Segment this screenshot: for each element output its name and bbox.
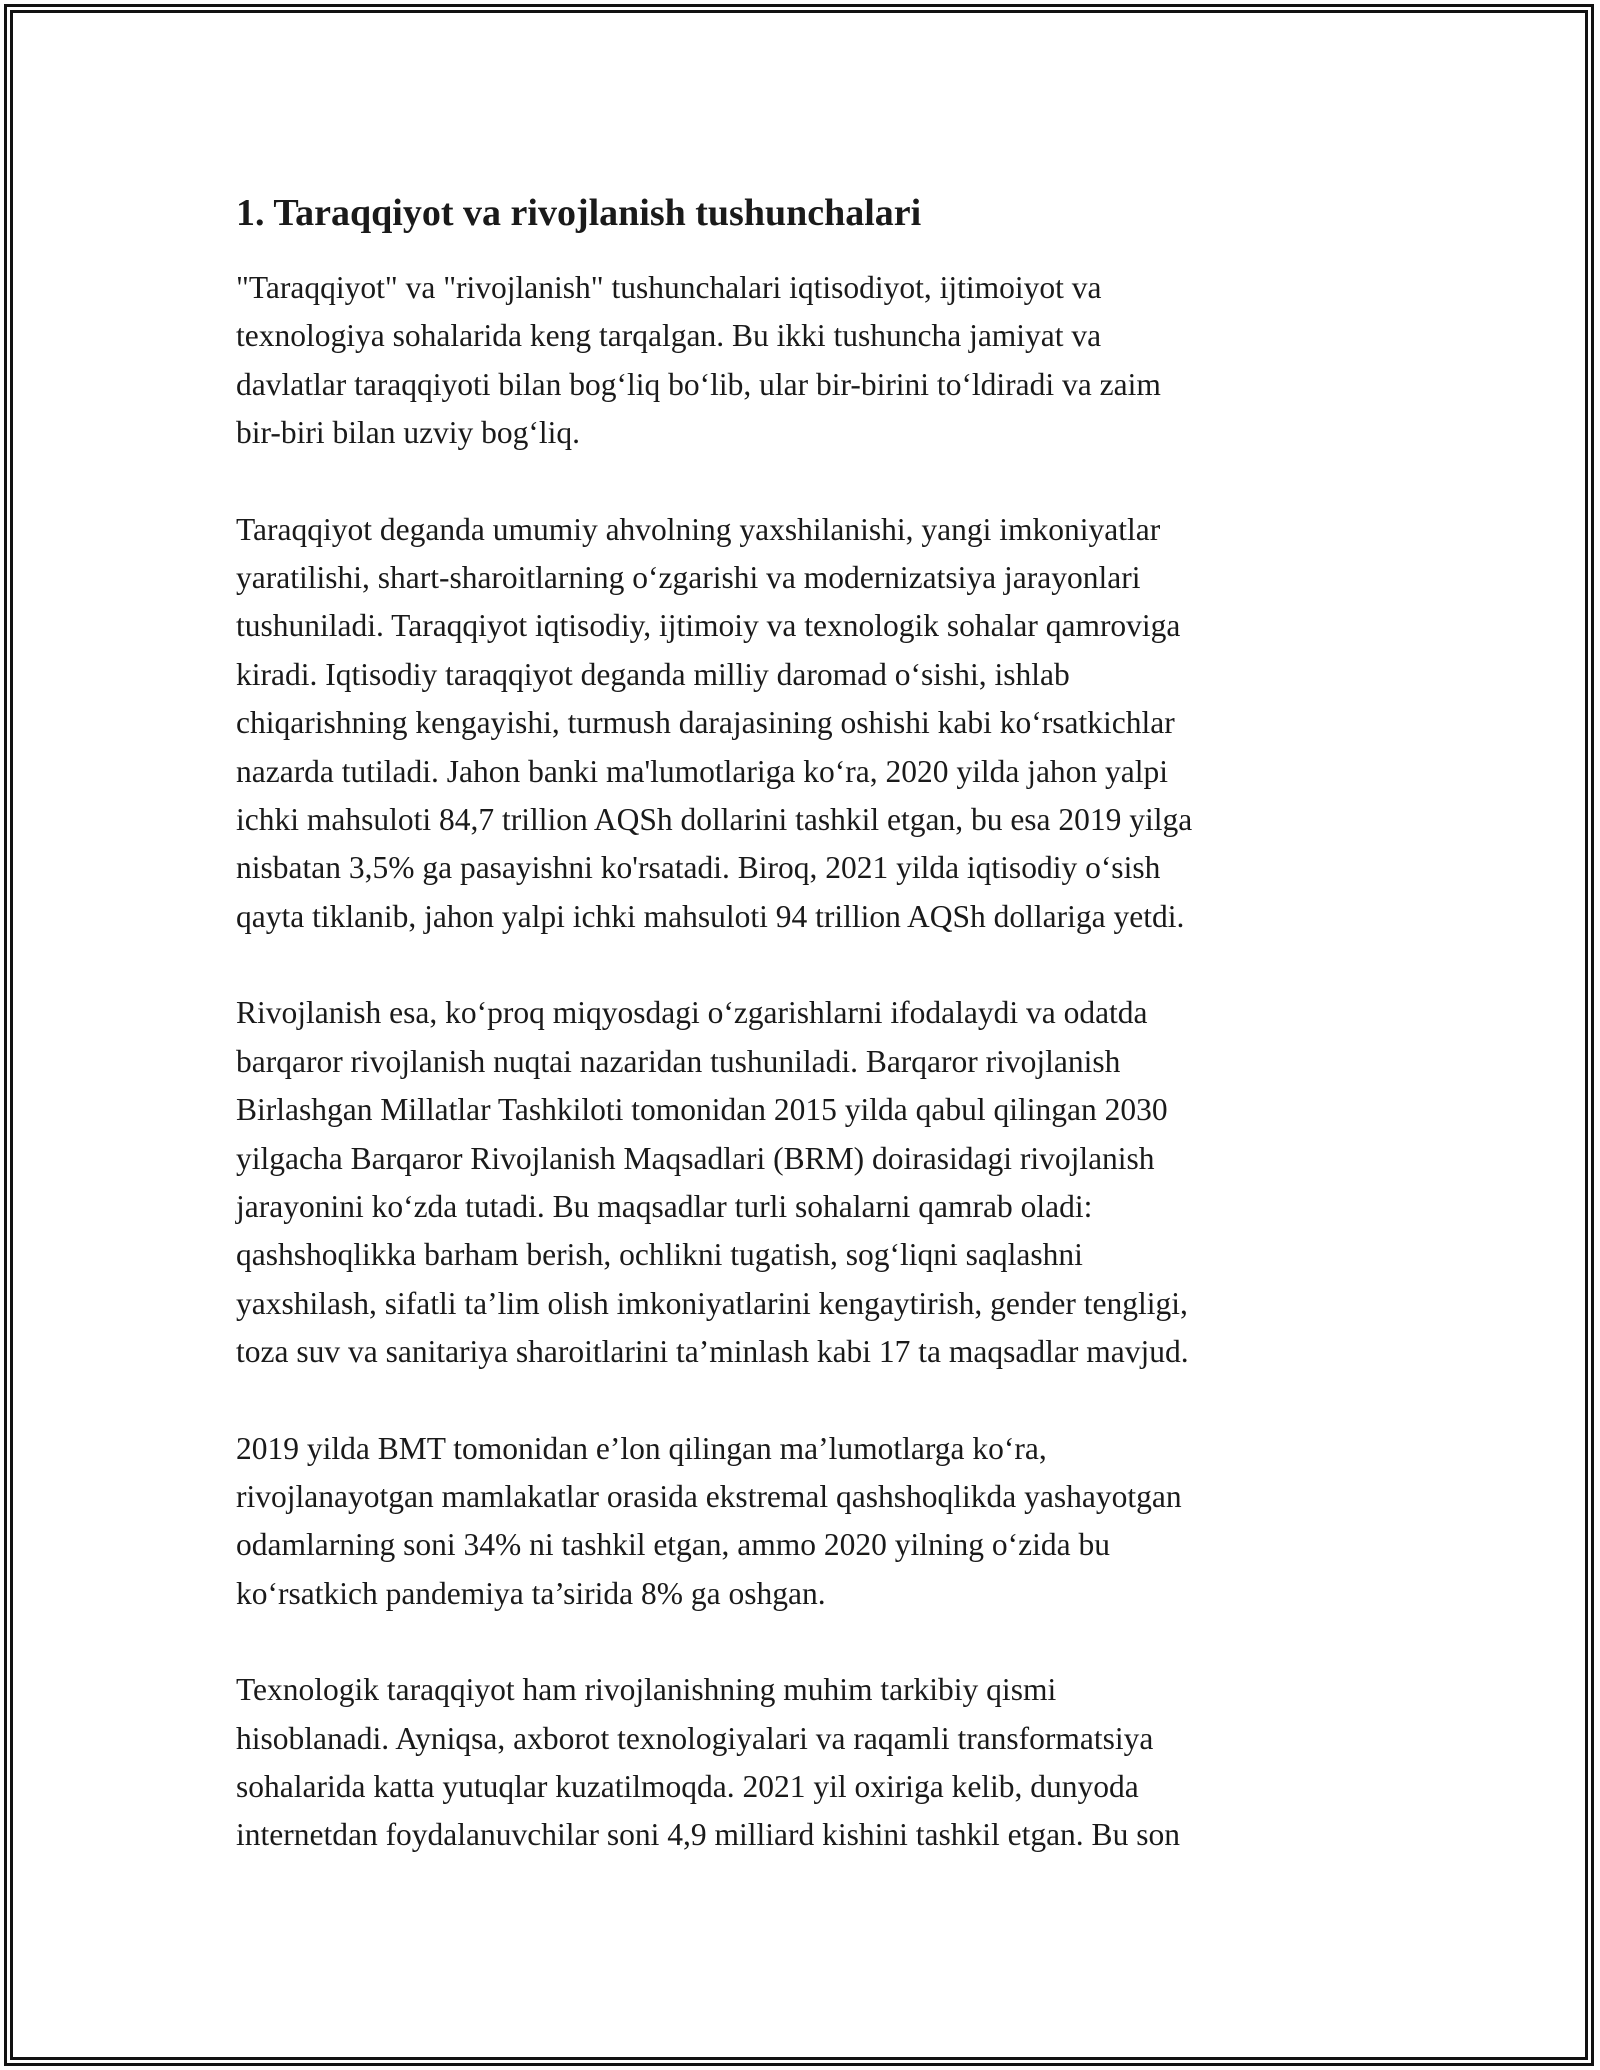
paragraph-texnologik (236, 1666, 1366, 1860)
text-line: 2019 yilda BMT tomonidan e’lon qilingan ma’lumotlarga ko‘ra, (236, 1430, 1047, 1466)
text-line: texnologiya sohalarida keng tarqalgan. Bu ikki tushuncha jamiyat va (236, 318, 1102, 354)
text-line: yaratilishi, shart-sharoitlarning o‘zgarishi va modernizatsiya jarayonlari (236, 560, 1141, 596)
text-line: kiradi. Iqtisodiy taraqqiyot deganda milliy daromad o‘sishi, ishlab (236, 656, 1070, 692)
text-line: internetdan foydalanuvchilar soni 4,9 milliard kishini tashkil etgan. Bu son (236, 1817, 1180, 1853)
text-line: Texnologik taraqqiyot ham rivojlanishning muhim tarkibiy qismi (236, 1672, 1057, 1708)
text-line: chiqarishning kengayishi, turmush darajasining oshishi kabi ko‘rsatkichlar (236, 705, 1175, 741)
document-body (236, 188, 1366, 1908)
text-line: Rivojlanish esa, ko‘proq miqyosdagi o‘zgarishlarni ifodalaydi va odatda (236, 995, 1148, 1031)
text-line: toza suv va sanitariya sharoitlarini ta’minlash kabi 17 ta maqsadlar mavjud. (236, 1334, 1189, 1370)
text-line: odamlarning soni 34% ni tashkil etgan, ammo 2020 yilning o‘zida bu (236, 1527, 1110, 1563)
text-line: ko‘rsatkich pandemiya ta’sirida 8% ga oshgan. (236, 1575, 826, 1611)
text-line: sohalarida katta yutuqlar kuzatilmoqda. 2021 yil oxiriga kelib, dunyoda (236, 1768, 1139, 1804)
text-line: "Taraqqiyot" va "rivojlanish" tushunchalari iqtisodiyot, ijtimoiyot va (236, 270, 1102, 305)
paragraph-rivojlanish (236, 989, 1366, 1376)
text-line: yilgacha Barqaror Rivojlanish Maqsadlari (BRM) doirasidagi rivojlanish (236, 1140, 1155, 1176)
text-line: davlatlar taraqqiyoti bilan bog‘liq bo‘lib, ular bir-birini to‘ldiradi va zaim (236, 366, 1161, 402)
text-line: barqaror rivojlanish nuqtai nazaridan tushuniladi. Barqaror rivojlanish (236, 1043, 1121, 1079)
text-line: hisoblanadi. Ayniqsa, axborot texnologiyalari va raqamli transformatsiya (236, 1720, 1154, 1756)
text-line: Birlashgan Millatlar Tashkiloti tomonidan 2015 yilda qabul qilingan 2030 (236, 1092, 1168, 1128)
text-line: nisbatan 3,5% ga pasayishni ko'rsatadi. Biroq, 2021 yilda iqtisodiy o‘sish (236, 850, 1161, 886)
paragraph-bmt-2019 (236, 1425, 1366, 1619)
text-line: nazarda tutiladi. Jahon banki ma'lumotlariga ko‘ra, 2020 yilda jahon yalpi (236, 753, 1169, 789)
text-line: qashshoqlikka barham berish, ochlikni tugatish, sog‘liqni saqlashni (236, 1237, 1083, 1273)
text-line: tushuniladi. Taraqqiyot iqtisodiy, ijtimoiy va texnologik sohalar qamroviga (236, 608, 1181, 644)
text-line: jarayonini ko‘zda tutadi. Bu maqsadlar turli sohalarni qamrab oladi: (236, 1188, 1093, 1224)
text-line: qayta tiklanib, jahon yalpi ichki mahsuloti 94 trillion AQSh dollariga yetdi. (236, 898, 1185, 934)
text-line: Taraqqiyot deganda umumiy ahvolning yaxshilanishi, yangi imkoniyatlar (236, 511, 1161, 547)
text-line: ichki mahsuloti 84,7 trillion AQSh dollarini tashkil etgan, bu esa 2019 yilga (236, 802, 1193, 838)
text-line: yaxshilash, sifatli ta’lim olish imkoniyatlarini kengaytirish, gender tengligi, (236, 1285, 1188, 1321)
paragraph-taraqqiyot (236, 506, 1366, 942)
section-heading: 1. Taraqqiyot va rivojlanish tushunchalari (236, 192, 922, 234)
text-line: rivojlanayotgan mamlakatlar orasida ekstremal qashshoqlikda yashayotgan (236, 1478, 1182, 1514)
paragraph-intro (236, 264, 1366, 458)
text-line: bir-biri bilan uzviy bog‘liq. (236, 415, 581, 451)
